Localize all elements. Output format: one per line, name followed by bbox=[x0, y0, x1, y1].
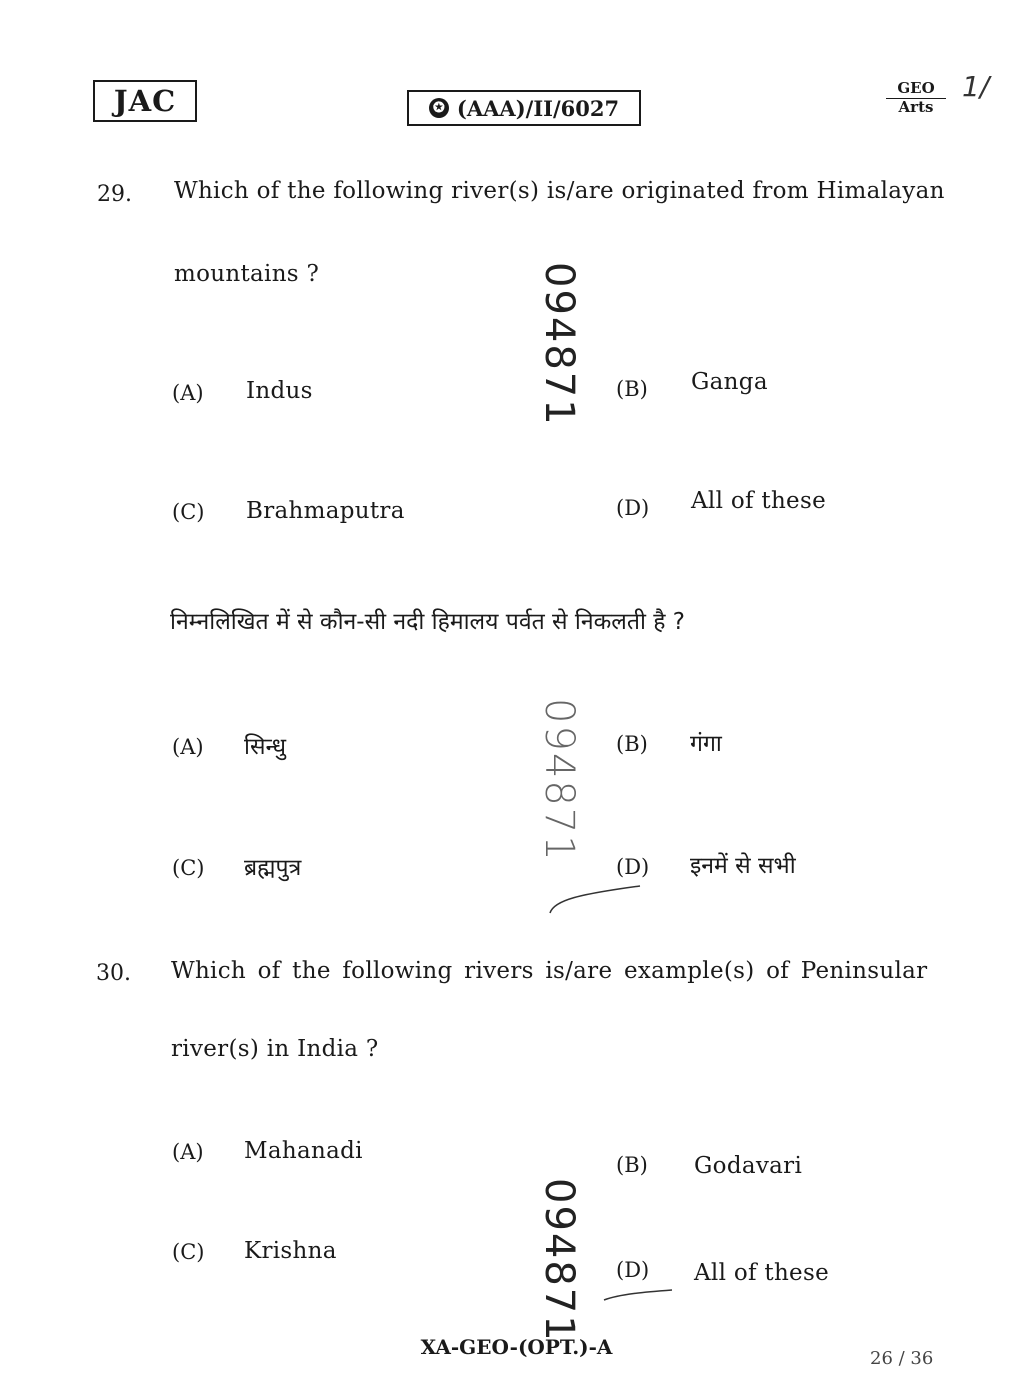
q29-option-c-label: (C) bbox=[172, 500, 205, 524]
q29-hindi-option-b-label: (B) bbox=[616, 732, 648, 756]
subject-top: GEO bbox=[886, 80, 946, 99]
subject-block bbox=[886, 80, 946, 115]
q29-option-d-label: (D) bbox=[616, 496, 650, 520]
q29-option-a-label: (A) bbox=[172, 381, 204, 405]
q29-option-d-text: All of these bbox=[691, 488, 826, 514]
subject-bottom: Arts bbox=[898, 97, 934, 116]
q29-hindi-option-d-text: इनमें से सभी bbox=[690, 853, 796, 879]
q30-option-a-text: Mahanadi bbox=[244, 1138, 363, 1164]
question-29-hindi-text: निम्नलिखित में से कौन-सी नदी हिमालय पर्वत से निकलती है ? bbox=[170, 609, 686, 635]
q29-hindi-option-b-text: गंगा bbox=[690, 731, 722, 757]
question-30-text-line2: river(s) in India ? bbox=[171, 1036, 379, 1062]
paper-code-box bbox=[407, 90, 641, 126]
q30-option-b-text: Godavari bbox=[694, 1153, 803, 1179]
pen-stroke-mark bbox=[540, 878, 650, 918]
q29-option-a-text: Indus bbox=[246, 378, 313, 404]
q30-option-c-text: Krishna bbox=[244, 1238, 337, 1264]
q30-option-d-label: (D) bbox=[616, 1258, 650, 1282]
board-logo-box bbox=[93, 80, 197, 122]
question-30-number: 30. bbox=[96, 961, 131, 986]
question-30-text-line1: Which of the following rivers is/are example(s) of Peninsular bbox=[171, 958, 928, 984]
q29-option-c-text: Brahmaputra bbox=[246, 498, 405, 524]
q30-option-c-label: (C) bbox=[172, 1240, 205, 1264]
q29-hindi-option-a-label: (A) bbox=[172, 735, 204, 759]
margin-mark: 1/ bbox=[962, 70, 990, 103]
q30-option-b-label: (B) bbox=[616, 1153, 648, 1177]
page-number: 26 / 36 bbox=[870, 1348, 934, 1369]
q29-hindi-option-c-label: (C) bbox=[172, 856, 205, 880]
q29-hindi-option-d-label: (D) bbox=[616, 855, 650, 879]
board-name: JAC bbox=[113, 84, 177, 118]
question-29-text-line1: Which of the following river(s) is/are originated from Himalayan bbox=[174, 178, 945, 204]
paper-code: (AAA)/II/6027 bbox=[456, 95, 620, 121]
pen-stroke-mark-2 bbox=[600, 1284, 680, 1304]
q29-option-b-text: Ganga bbox=[691, 369, 768, 395]
stamp-number-2: 094871 bbox=[536, 698, 582, 863]
question-29-number: 29. bbox=[97, 182, 132, 207]
footer-code: XA-GEO-(OPT.)-A bbox=[420, 1335, 613, 1359]
question-29-text-line2: mountains ? bbox=[174, 261, 320, 287]
star-icon: ✪ bbox=[429, 98, 449, 118]
q29-hindi-option-c-text: ब्रह्मपुत्र bbox=[244, 855, 302, 881]
q30-option-a-label: (A) bbox=[172, 1140, 204, 1164]
stamp-number-3: 094871 bbox=[536, 1178, 582, 1343]
q30-option-d-text: All of these bbox=[694, 1260, 829, 1286]
stamp-number-1: 094871 bbox=[536, 262, 582, 427]
q29-option-b-label: (B) bbox=[616, 377, 648, 401]
q29-hindi-option-a-text: सिन्धु bbox=[244, 734, 287, 760]
